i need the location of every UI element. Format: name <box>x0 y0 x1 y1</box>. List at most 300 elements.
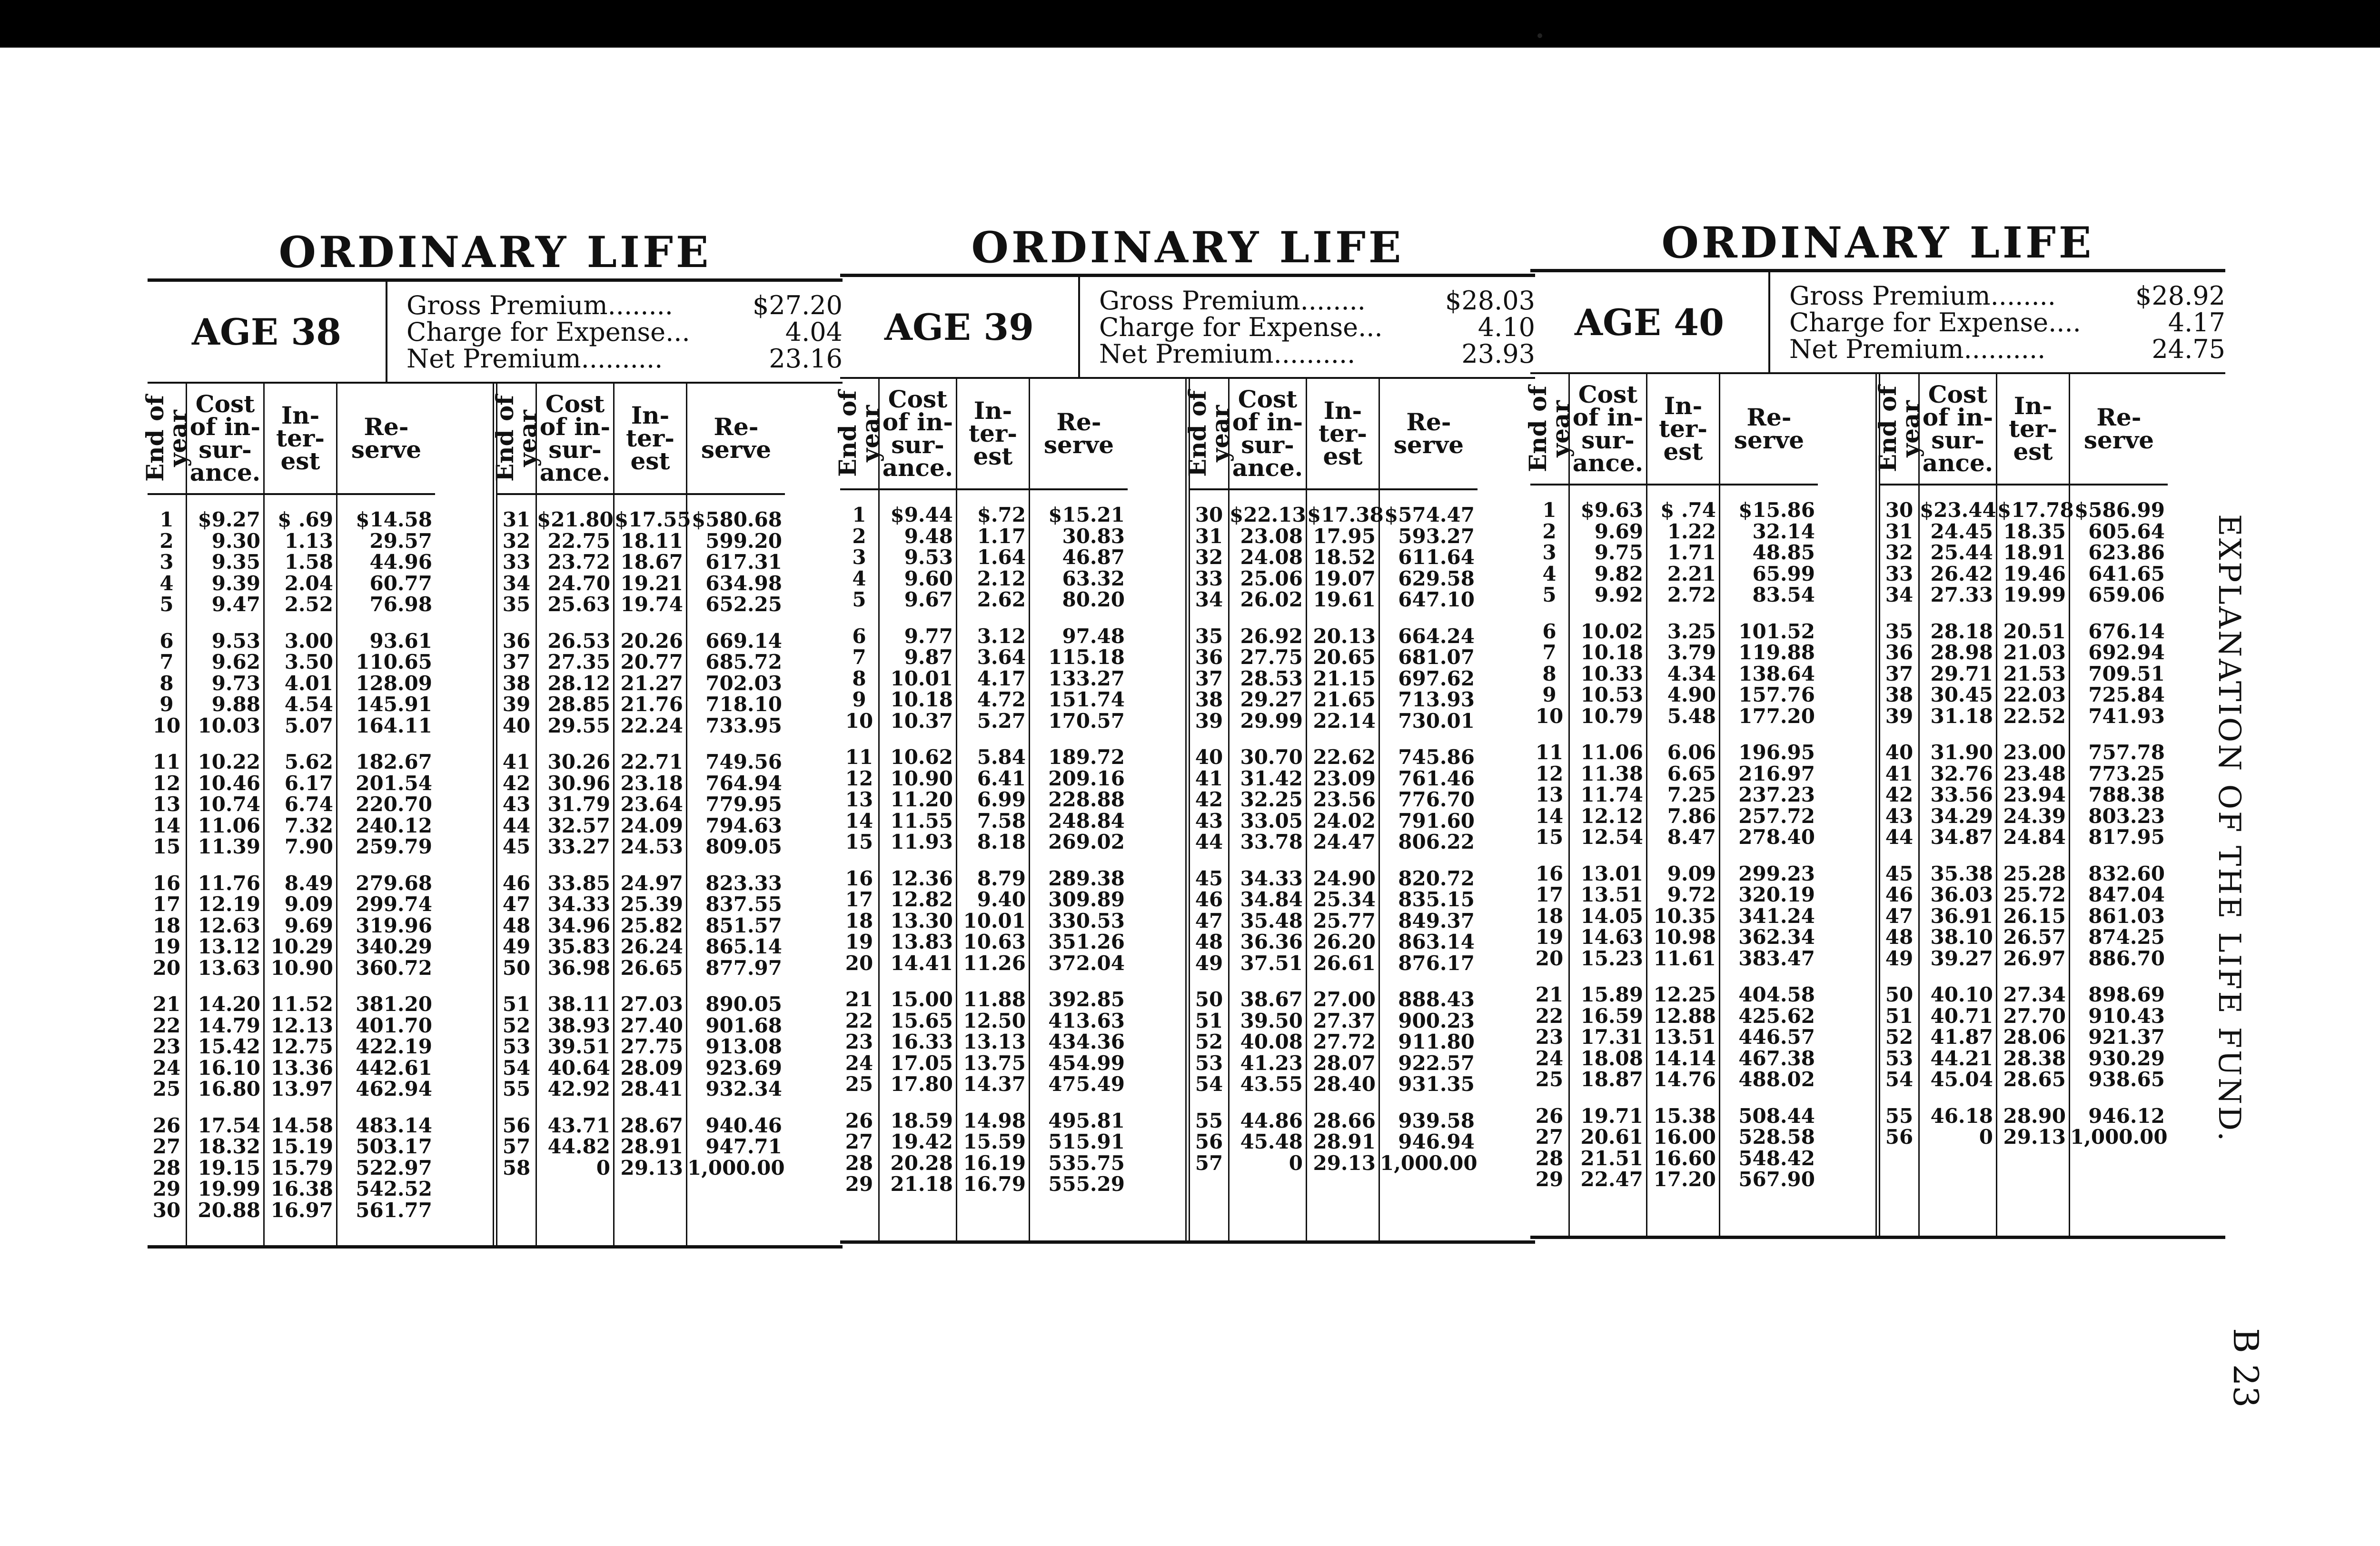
age-label: AGE 39 <box>840 277 1080 377</box>
year-cell: 25 <box>152 1077 181 1100</box>
year-cell: 13 <box>845 788 873 811</box>
cost-cell: 25.06 <box>1240 566 1303 590</box>
column-header-text: In- ter- est <box>968 396 1017 470</box>
reserve-cell: 503.17 <box>356 1135 432 1158</box>
cost-cell: 10.02 <box>1580 619 1643 643</box>
column-body <box>1307 490 1384 1175</box>
cost-cell: 9.88 <box>211 693 260 716</box>
column-header-text: Re- serve <box>2083 403 2154 454</box>
interest-cell: 21.53 <box>2003 662 2066 685</box>
cost-cell: 14.41 <box>890 951 953 975</box>
reserve-cell: 718.10 <box>705 693 782 716</box>
table-panel-1 <box>141 226 843 1249</box>
cost-cell: 40.71 <box>1930 1004 1993 1028</box>
year-cell: 36 <box>502 629 531 653</box>
column-header <box>1570 374 1646 486</box>
cost-cell: 30.26 <box>547 750 610 773</box>
interest-cell: 16.19 <box>963 1151 1026 1175</box>
column-body <box>615 495 691 1179</box>
year-cell: 24 <box>845 1051 873 1075</box>
cost-cell: 12.63 <box>198 913 260 937</box>
reserve-cell: 93.61 <box>369 629 432 653</box>
column-header <box>337 384 435 495</box>
reserve-cell: 279.68 <box>356 871 432 895</box>
year-cell: 12 <box>152 771 181 795</box>
year-cell: 2 <box>852 524 866 548</box>
year-cell: 53 <box>502 1035 531 1058</box>
cost-cell: 11.74 <box>1580 783 1643 806</box>
column-cost <box>1920 374 1997 1236</box>
cost-cell: 9.73 <box>211 671 260 695</box>
interest-cell: 2.21 <box>1667 562 1716 585</box>
year-cell: 5 <box>1542 583 1557 606</box>
year-cell: 28 <box>845 1151 873 1175</box>
cost-cell: 9.53 <box>904 545 953 569</box>
year-cell: 49 <box>1195 951 1223 975</box>
interest-cell: 21.76 <box>620 693 683 716</box>
cost-cell: 38.93 <box>547 1013 610 1037</box>
year-cell: 10 <box>152 714 181 737</box>
premium-row <box>1099 314 1535 341</box>
interest-cell: 18.67 <box>620 550 683 574</box>
reserve-cell: 692.94 <box>2088 641 2165 664</box>
column-body <box>1920 486 1996 1148</box>
reserve-cell: 1,000.00 <box>687 1156 785 1179</box>
reserve-cell: 413.63 <box>1048 1009 1125 1032</box>
interest-cell: 2.12 <box>977 566 1026 590</box>
reserve-cell: 442.61 <box>356 1056 432 1080</box>
year-cell: 55 <box>1885 1104 1914 1128</box>
cost-cell: 35.83 <box>547 935 610 958</box>
interest-cell: 25.77 <box>1313 909 1376 932</box>
year-cell: 54 <box>1195 1072 1223 1096</box>
reserve-cell: 910.43 <box>2088 1004 2165 1028</box>
reserve-cell: 749.56 <box>705 750 782 773</box>
year-cell: 56 <box>502 1113 531 1137</box>
reserve-cell: 741.93 <box>2088 704 2165 728</box>
reserve-cell: 209.16 <box>1048 766 1125 790</box>
column-body <box>1230 490 1306 1174</box>
year-cell: 58 <box>502 1156 531 1179</box>
reserve-cell: 189.72 <box>1048 745 1125 769</box>
reserve-cell: 849.37 <box>1398 909 1475 932</box>
reserve-cell: 809.05 <box>705 835 782 858</box>
cost-cell: 15.00 <box>890 988 953 1011</box>
reserve-cell: 669.14 <box>705 629 782 653</box>
reserve-cell: 65.99 <box>1752 562 1815 585</box>
year-cell: 46 <box>1195 888 1223 911</box>
reserve-cell: 422.19 <box>356 1035 432 1058</box>
year-cell: 45 <box>1885 862 1914 885</box>
reserve-cell: 392.85 <box>1048 988 1125 1011</box>
interest-cell: 12.75 <box>270 1035 333 1058</box>
cost-cell: 12.36 <box>890 866 953 890</box>
interest-cell: 19.21 <box>620 571 683 595</box>
year-cell: 44 <box>1195 830 1223 853</box>
interest-cell: 10.35 <box>1653 904 1716 928</box>
reserve-cell: 362.34 <box>1738 925 1815 949</box>
panel-title: ORDINARY LIFE <box>1661 218 2094 268</box>
cost-cell: 41.23 <box>1240 1051 1303 1075</box>
panel-header <box>1530 269 2225 374</box>
interest-cell: 20.77 <box>620 650 683 674</box>
reserve-cell: 863.14 <box>1398 930 1475 953</box>
column-body <box>957 490 1029 1195</box>
year-cell: 47 <box>502 892 531 916</box>
year-cell: 8 <box>1542 662 1557 685</box>
cost-cell: 33.27 <box>547 835 610 858</box>
interest-cell: 24.39 <box>2003 804 2066 828</box>
cost-cell: 9.47 <box>211 593 260 616</box>
year-cell: 5 <box>159 593 174 616</box>
column-body <box>265 495 336 1221</box>
year-cell: 28 <box>152 1156 181 1179</box>
year-cell: 48 <box>1885 925 1914 949</box>
cost-cell: 32.76 <box>1930 762 1993 785</box>
interest-cell: 4.54 <box>284 693 333 716</box>
cost-cell: 36.98 <box>547 956 610 980</box>
reserve-cell: 248.84 <box>1048 809 1125 832</box>
cost-cell: 0 <box>1979 1125 1993 1149</box>
year-cell: 47 <box>1885 904 1914 928</box>
year-cell: 24 <box>152 1056 181 1080</box>
interest-cell: 27.00 <box>1313 988 1376 1011</box>
cost-cell: 19.15 <box>198 1156 260 1179</box>
column-header-text: Cost of in- sur- ance. <box>882 385 953 482</box>
year-cell: 1 <box>1542 498 1557 522</box>
year-cell: 3 <box>159 550 174 574</box>
reserve-cell: 664.24 <box>1398 624 1475 648</box>
cost-cell: 25.44 <box>1930 541 1993 564</box>
interest-cell: 14.98 <box>963 1109 1026 1132</box>
cost-cell: 45.04 <box>1930 1068 1993 1091</box>
reserve-cell: 832.60 <box>2088 862 2165 885</box>
reserve-cell: 773.25 <box>2088 762 2165 785</box>
table-half-left <box>833 379 1190 1240</box>
reserve-table <box>141 384 843 1249</box>
interest-cell: 22.52 <box>2003 704 2066 728</box>
reserve-cell: 764.94 <box>705 771 782 795</box>
reserve-cell: 745.86 <box>1398 745 1475 769</box>
year-cell: 4 <box>159 571 174 595</box>
year-cell: 11 <box>845 745 873 769</box>
column-header-text: Cost of in- sur- ance. <box>1922 380 1993 477</box>
interest-cell: 8.47 <box>1667 825 1716 849</box>
cost-cell: 17.31 <box>1580 1025 1643 1049</box>
cost-cell: 9.62 <box>211 650 260 674</box>
cost-cell: 9.53 <box>211 629 260 653</box>
cost-cell: 14.63 <box>1580 925 1643 949</box>
table-panel-2 <box>833 221 1535 1244</box>
reserve-cell: 946.12 <box>2088 1104 2165 1128</box>
cost-cell: 11.55 <box>890 809 953 832</box>
reserve-cell: 788.38 <box>2088 783 2165 806</box>
year-cell: 17 <box>845 888 873 911</box>
reserve-cell: $15.86 <box>1738 498 1815 522</box>
reserve-cell: 938.65 <box>2088 1068 2165 1091</box>
year-cell: 39 <box>1195 709 1223 733</box>
cost-cell: 31.79 <box>547 793 610 816</box>
year-cell: 20 <box>1535 946 1564 970</box>
year-cell: 26 <box>1535 1104 1564 1128</box>
interest-cell: 21.03 <box>2003 641 2066 664</box>
column-header <box>491 384 542 495</box>
column-header-text: Cost of in- sur- ance. <box>1232 385 1303 482</box>
year-cell: 41 <box>1195 766 1223 790</box>
column-interest <box>957 379 1030 1240</box>
column-body <box>1380 490 1478 1174</box>
reserve-cell: 401.70 <box>356 1013 432 1037</box>
reserve-cell: 182.67 <box>356 750 432 773</box>
reserve-cell: 319.96 <box>356 913 432 937</box>
interest-cell: 23.48 <box>2003 762 2066 785</box>
reserve-cell: 593.27 <box>1398 524 1475 548</box>
year-cell: 4 <box>1542 562 1557 585</box>
interest-cell: 16.97 <box>270 1198 333 1222</box>
cost-cell: 10.01 <box>890 666 953 690</box>
interest-cell: 1.22 <box>1667 519 1716 543</box>
year-cell: 22 <box>845 1009 873 1032</box>
interest-cell: 24.09 <box>620 813 683 837</box>
cost-cell: 9.77 <box>904 624 953 648</box>
column-interest <box>265 384 337 1245</box>
cost-cell: 14.05 <box>1580 904 1643 928</box>
year-cell: 53 <box>1195 1051 1223 1075</box>
year-cell: 56 <box>1885 1125 1914 1149</box>
year-cell: 50 <box>1885 983 1914 1006</box>
cost-cell: 18.32 <box>198 1135 260 1158</box>
cost-cell: 15.23 <box>1580 946 1643 970</box>
interest-cell: 18.11 <box>620 529 683 553</box>
year-cell: 49 <box>1885 946 1914 970</box>
column-header <box>141 384 192 495</box>
cost-cell: 27.35 <box>547 650 610 674</box>
cost-cell: 12.82 <box>890 888 953 911</box>
year-cell: 16 <box>845 866 873 890</box>
column-header-text: Re- serve <box>1393 408 1464 459</box>
cost-cell: 9.82 <box>1594 562 1643 585</box>
reserve-cell: 823.33 <box>705 871 782 895</box>
year-cell: 10 <box>1535 704 1564 728</box>
reserve-cell: 757.78 <box>2088 741 2165 764</box>
interest-cell: 27.72 <box>1313 1030 1376 1053</box>
interest-cell: 23.09 <box>1313 766 1376 790</box>
reserve-cell: 709.51 <box>2088 662 2165 685</box>
cost-cell: 10.33 <box>1580 662 1643 685</box>
column-body <box>1030 490 1128 1195</box>
interest-cell: 2.72 <box>1667 583 1716 606</box>
year-cell: 9 <box>1542 683 1557 706</box>
column-cost <box>880 379 957 1240</box>
reserve-cell: 939.58 <box>1398 1109 1475 1132</box>
interest-cell: 5.62 <box>284 750 333 773</box>
cost-cell: 33.85 <box>547 871 610 895</box>
reserve-cell: 876.17 <box>1398 951 1475 975</box>
reserve-cell: 110.65 <box>356 650 432 674</box>
reserve-cell: 259.79 <box>356 835 432 858</box>
premium-row <box>407 346 843 372</box>
interest-cell: 28.09 <box>620 1056 683 1080</box>
cost-cell: $9.44 <box>890 503 953 526</box>
column-header <box>1997 374 2069 486</box>
cost-cell: 19.99 <box>198 1177 260 1200</box>
interest-cell: 21.65 <box>1313 688 1376 711</box>
interest-cell: 18.35 <box>2003 519 2066 543</box>
interest-cell: 28.41 <box>620 1077 683 1100</box>
year-cell: 17 <box>1535 883 1564 906</box>
reserve-cell: 269.02 <box>1048 830 1125 853</box>
column-header <box>1920 374 1996 486</box>
interest-cell: 22.24 <box>620 714 683 737</box>
column-header <box>1030 379 1128 490</box>
reserve-cell: 330.53 <box>1048 909 1125 932</box>
cost-cell: 17.54 <box>198 1113 260 1137</box>
year-cell: 15 <box>152 835 181 858</box>
reserve-cell: 890.05 <box>705 992 782 1016</box>
column-header-text: End of year <box>491 395 542 482</box>
interest-cell: 26.15 <box>2003 904 2066 928</box>
interest-cell: 10.29 <box>270 935 333 958</box>
premium-value: 24.75 <box>2152 334 2225 364</box>
cost-cell: 10.46 <box>198 771 260 795</box>
year-cell: 19 <box>152 935 181 958</box>
cost-cell: 11.93 <box>890 830 953 853</box>
interest-cell: 18.52 <box>1313 545 1376 569</box>
year-cell: 3 <box>852 545 866 569</box>
column-header-text: In- ter- est <box>625 401 674 475</box>
interest-cell: 20.65 <box>1313 645 1376 669</box>
reserve-cell: 713.93 <box>1398 688 1475 711</box>
reserve-cell: 676.14 <box>2088 619 2165 643</box>
cost-cell: 20.61 <box>1580 1125 1643 1149</box>
year-cell: 42 <box>1195 788 1223 811</box>
premium-summary <box>1080 277 1535 377</box>
year-cell: 25 <box>845 1072 873 1096</box>
cost-cell: 28.98 <box>1930 641 1993 664</box>
year-cell: 51 <box>502 992 531 1016</box>
cost-cell: 28.53 <box>1240 666 1303 690</box>
interest-cell: 12.88 <box>1653 1004 1716 1028</box>
cost-cell: 12.19 <box>198 892 260 916</box>
page-number: B 23 <box>2226 1328 2266 1408</box>
reserve-cell: 372.04 <box>1048 951 1125 975</box>
cost-cell: 9.92 <box>1594 583 1643 606</box>
column-years <box>1183 379 1235 1240</box>
interest-cell: 23.56 <box>1313 788 1376 811</box>
premium-label: Charge for Expense... <box>1099 312 1383 342</box>
year-cell: 34 <box>502 571 531 595</box>
reserve-cell: 80.20 <box>1062 588 1125 611</box>
cost-cell: 13.12 <box>198 935 260 958</box>
interest-cell: 21.15 <box>1313 666 1376 690</box>
cost-cell: 13.51 <box>1580 883 1643 906</box>
cost-cell: 12.54 <box>1580 825 1643 849</box>
cost-cell: 39.50 <box>1240 1009 1303 1032</box>
year-cell: 50 <box>1195 988 1223 1011</box>
interest-cell: 12.50 <box>963 1009 1026 1032</box>
interest-cell: 13.36 <box>270 1056 333 1080</box>
column-reserve <box>2070 374 2168 1236</box>
cost-cell: 29.71 <box>1930 662 1993 685</box>
year-cell: 38 <box>1885 683 1914 706</box>
reserve-cell: 733.95 <box>705 714 782 737</box>
interest-cell: 1.58 <box>284 550 333 574</box>
column-header <box>880 379 956 490</box>
year-cell: 7 <box>1542 641 1557 664</box>
reserve-cell: 820.72 <box>1398 866 1475 890</box>
interest-cell: 19.99 <box>2003 583 2066 606</box>
cost-cell: 31.42 <box>1240 766 1303 790</box>
year-cell: 2 <box>159 529 174 553</box>
reserve-cell: 837.55 <box>705 892 782 916</box>
year-cell: 29 <box>152 1177 181 1200</box>
cost-cell: 10.18 <box>1580 641 1643 664</box>
cost-cell: $22.13 <box>1230 503 1306 526</box>
column-header <box>1874 374 1925 486</box>
year-cell: 32 <box>1885 541 1914 564</box>
year-cell: 54 <box>502 1056 531 1080</box>
year-cell: 6 <box>1542 619 1557 643</box>
cost-cell: 30.70 <box>1240 745 1303 769</box>
reserve-cell: 930.29 <box>2088 1046 2165 1070</box>
table-half-left <box>1524 374 1880 1236</box>
cost-cell: 43.55 <box>1240 1072 1303 1096</box>
reserve-cell: 900.23 <box>1398 1009 1475 1032</box>
column-interest <box>1997 374 2074 1236</box>
column-header <box>187 384 263 495</box>
cost-cell: 15.89 <box>1580 983 1643 1006</box>
interest-cell: 24.97 <box>620 871 683 895</box>
side-title: EXPLANATION OF THE LIFE FUND. <box>2211 514 2247 1143</box>
cost-cell: 9.35 <box>211 550 260 574</box>
year-cell: 55 <box>1195 1109 1223 1132</box>
panel-header <box>840 274 1535 379</box>
cost-cell: 20.28 <box>890 1151 953 1175</box>
year-cell: 8 <box>852 666 866 690</box>
reserve-cell: 340.29 <box>356 935 432 958</box>
reserve-cell: 145.91 <box>356 693 432 716</box>
premium-label: Gross Premium........ <box>1789 281 2056 311</box>
premium-row <box>407 292 843 319</box>
panel-title: ORDINARY LIFE <box>278 227 712 277</box>
reserve-cell: 725.84 <box>2088 683 2165 706</box>
reserve-cell: 634.98 <box>705 571 782 595</box>
year-cell: 17 <box>152 892 181 916</box>
interest-cell: 18.91 <box>2003 541 2066 564</box>
reserve-cell: 561.77 <box>356 1198 432 1222</box>
cost-cell: 9.60 <box>904 566 953 590</box>
interest-cell: 22.03 <box>2003 683 2066 706</box>
reserve-cell: $586.99 <box>2074 498 2165 522</box>
cost-cell: 46.18 <box>1930 1104 1993 1128</box>
year-cell: 45 <box>502 835 531 858</box>
interest-cell: 24.84 <box>2003 825 2066 849</box>
interest-cell: 17.95 <box>1313 524 1376 548</box>
column-header-text: Cost of in- sur- ance. <box>539 390 611 486</box>
cost-cell: 11.20 <box>890 788 953 811</box>
cost-cell: 29.99 <box>1240 709 1303 733</box>
interest-cell: 24.53 <box>620 835 683 858</box>
cost-cell: 35.38 <box>1930 862 1993 885</box>
cost-cell: $9.63 <box>1580 498 1643 522</box>
interest-cell: 22.71 <box>620 750 683 773</box>
interest-cell: 5.84 <box>977 745 1026 769</box>
premium-value: $28.92 <box>2135 281 2225 311</box>
cost-cell: 26.92 <box>1240 624 1303 648</box>
reserve-cell: 240.12 <box>356 813 432 837</box>
cost-cell: 10.79 <box>1580 704 1643 728</box>
cost-cell: 26.42 <box>1930 562 1993 585</box>
